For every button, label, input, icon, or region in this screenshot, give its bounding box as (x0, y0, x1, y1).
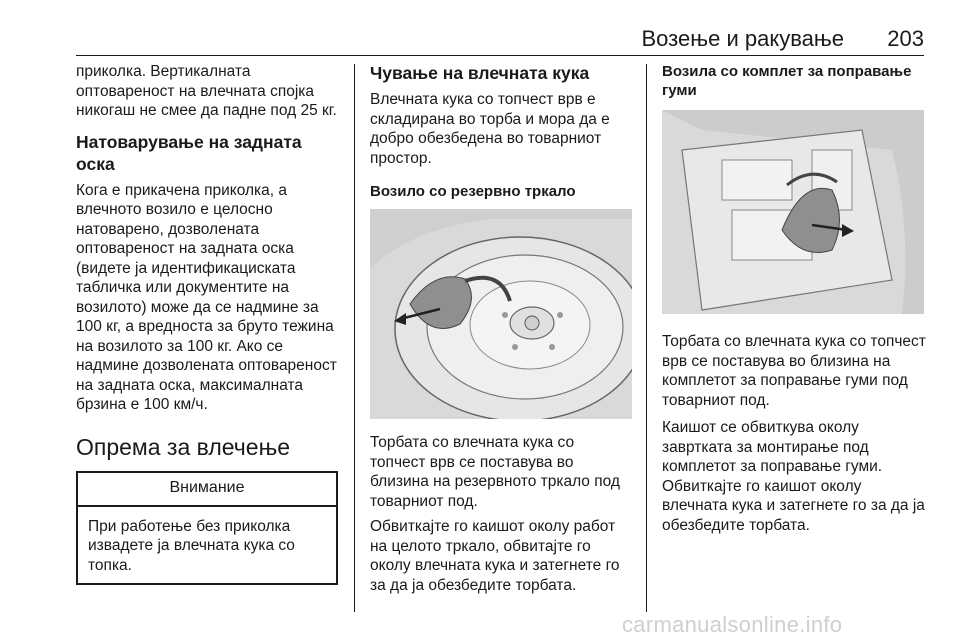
spare-wheel-strap-paragraph: Обвиткајте го каишот околу работ на целото тркало, обвитајте го околу влечната кука и затегнете го за да ја обезбедите торбата. (370, 518, 620, 594)
storage-paragraph: Влечната кука со топчест врв е складирана во торба и мора да е добро обезбедена во товарниот простор. (370, 91, 610, 167)
towing-equipment-heading: Опрема за влечење (76, 433, 291, 460)
page-header (76, 22, 924, 56)
column-middle (370, 62, 632, 595)
spare-wheel-subheading: Возило со резервно тркало (370, 183, 576, 200)
warning-title: Внимание (78, 473, 336, 507)
column-divider-1 (354, 64, 355, 612)
repair-kit-strap-paragraph: Каишот се обвиткува околу завртката за монтирање под комплетот за поправање гуми. Обвиткајте го каишот околу влечната кука и затегнете го за да ја обезбедите торбата. (662, 419, 925, 534)
header-divider (76, 55, 924, 56)
warning-box (76, 471, 338, 586)
storage-heading: Чување на влечната кука (370, 63, 590, 83)
warning-text: При работење без приколка извадете ја влечната кука со топка. (88, 517, 295, 574)
chapter-title: Возење и ракување (641, 26, 844, 51)
spare-wheel-caption: Торбата со влечната кука со топчест врв се поставува во близина на резервното тркало под товарниот под. (370, 434, 620, 510)
rear-axle-paragraph: Кога е прикачена приколка, а влечното возило е целосно натоварено, дозволената оптовареност на задната оска (видете ја идентификациската табличка или документите на возилото) може да се надмине за 100 кг, а вредноста за бруто тежина на возилото за 100 кг. Ако се надмине дозволената оптовареност на задната оска, максималната брзина е 100 км/ч. (76, 181, 337, 413)
intro-paragraph: приколка. Вертикалната оптовареност на влечната спојка никогаш не смее да падне под 25 кг. (76, 63, 337, 119)
repair-kit-illustration (662, 110, 924, 314)
column-right (662, 62, 926, 535)
repair-kit-caption: Торбата со влечната кука со топчест врв се поставува во близина на комплетот за поправање гуми под товарниот под. (662, 333, 926, 409)
rear-axle-heading: Натоварување на задната оска (76, 131, 302, 174)
column-left (76, 62, 340, 585)
repair-kit-subheading: Возила со комплет за поправање гуми (662, 63, 912, 99)
page-number: 203 (887, 26, 924, 51)
column-divider-2 (646, 64, 647, 612)
spare-wheel-illustration (370, 209, 632, 419)
watermark-text: carmanualsonline.info (622, 612, 843, 637)
